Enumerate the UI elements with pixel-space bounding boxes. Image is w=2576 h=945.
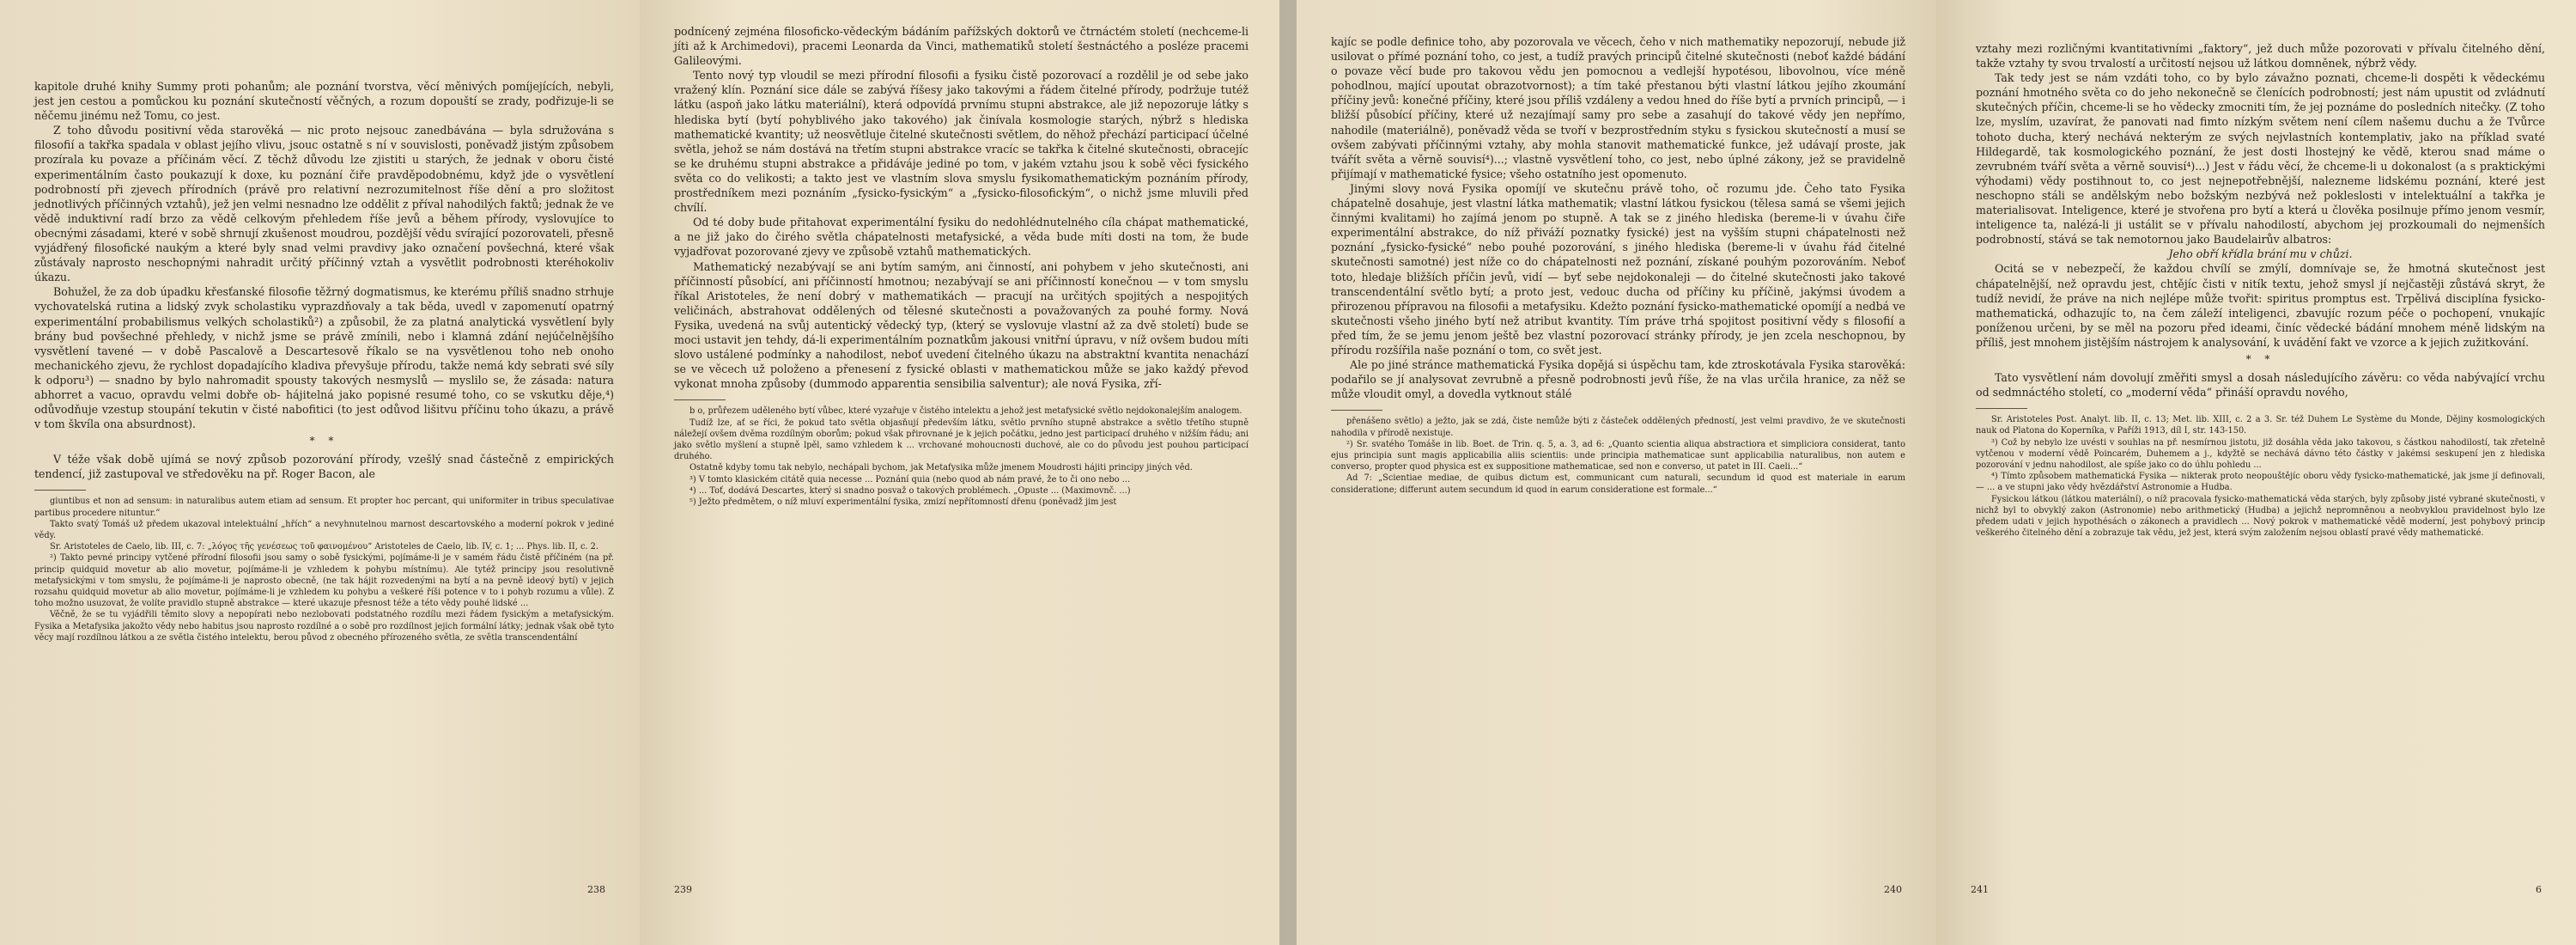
right-spread — [1297, 0, 2576, 945]
footnote: Sr. Aristoteles Post. Analyt. lib. II, c. 13; Met. lib. XIII, c. 2 a 3. Sr. též Duhem Le Système du Monde, Dějiny kosmologických nauk od Platona do Koperníka, v Paříži 1913, díl I, str. 143-150. — [1976, 415, 2545, 436]
paragraph: V téže však době ujímá se nový způsob pozorování přírody, vzešlý snad částečně z empirických tendencí, již zastupoval ve středověku na př. Roger Bacon, ale — [34, 453, 614, 481]
footnote: Věčně, že se tu vyjádřili těmito slovy a nepopírati nebo nezlobovati podstatného rozdílu mezi řádem fysickým a metafysickým. Fysika a Metafysika jakožto vědy nebo habitus jsou naprosto rozdílné a o sobě pro rozdílnost jejich formální látky; jednak však obě tyto věcy mají rozdílnou látkou a ze světla čistého intelektu, berou původ z obecného přírozeného světla, ze světla transcendentální — [34, 610, 614, 643]
footnote: giuntibus et non ad sensum: in naturalibus autem etiam ad sensum. Et propter hoc percant, qui uniformiter in tribus speculativae partibus procedere nituntur.” — [34, 497, 614, 518]
page-239 — [640, 0, 1279, 945]
page-238 — [0, 0, 640, 945]
paragraph: kajíc se podle definice toho, aby pozorovala ve věcech, čeho v nich mathematiky nepozorují, nebude již usilovat o přímé poznání toho, co jest, a tudíž pravých principů čitelné skutečnosti (neboť každé bádání o povaze věcí bude pro takovou vědu jen pomocnou a vedlejší hypotésou, libovolnou, více méně pohodlnou, mající upoutat obrazotvornost); a tím také přestanou býti vlastní látkou jejího zkoumání příčiny jevů: konečné příčiny, které jsou příliš vzdáleny a vedou hned do říše bytí a prvních principů, — i bližší působící příčiny, které už nezajímají samy pro sebe a zasahují do takové vědy jen nepřímo, nahodile (materiálně), poněvadž věda se tvoří v bezprostředním styku s fysickou skutečností a musí se ovšem zabývati příčinnými vztahy, aby mohla stanovit mathematické funkce, jež udávají proste, jak tvářít světa a věrně souvisí⁴)...; vlastně vysvětlení toho, co jest, nebo úplné zákony, jež se pravidelně přijímají v mathematické fysice; všeho ostatního jest opomenuto. — [1331, 35, 1905, 180]
paragraph: Tento nový typ vloudil se mezi přírodní filosofii a fysiku čistě pozorovací a rozdělil je od sebe jako vražený klín. Poznání sice dále se zabývá říšesy jako takovými a řádem čitelné přírody, podržuje tutéž látku (aspoň jako látku materiální), která odpovídá prvnímu stupni abstrakce, ale již nepozoruje látky s hlediska bytí (bytí pohyblivého jako takového) jak činívala kosmologie starých, nýbrž s hlediska mathematické kvantity; už neosvětluje čitelné skutečnosti světlem, do něhož přechází participací účelné světla, jehož se nám dostává na třetím stupni abstrakce vracíc se takřka k čitelné skutečnosti, obracejíc se ke druhému stupni abstrakce a přidáváje jediné po tom, v jakém vztahu jsou k sobě věci fysického světa co do velikosti; a takto jest ve vlastním slova smyslu fysikomathematickým poznáním přírody, prostředníkem mezi poznáním „fysicko-fysickým“ a „fysicko-filosofickým“, o nichž jsme mluvili před chvílí. — [674, 69, 1249, 215]
section-divider: * * — [309, 435, 339, 448]
paragraph: Z toho důvodu positivní věda starověká — nic proto nejsouc zanedbávána — byla sdružována s filosofií a takřka spadala v oblast jejího vlivu, jsouc ostatně s ní v souvislosti, poněvadž jistým způsobem prozírala ku povaze a příčinám věcí. Z těchž důvodu lze zjistiti u starých, že jednak v oboru čisté experimentálním často poukazují k doxe, ku poznání čiře pravděpodobnému, když jde o vysvětlení podrobností při zjevech přírodních (právě pro relativní nezrozumitelnost říše dění a pro složitost jednotlivých příčinných vztahů), jež jen velmi nesnadno lze oddělit z příval nahodilých faktů; jednak že ve vědě induktivní radí brzo za vědě celkovým přehledem říše jevů a během přírody, vyslovujíce to obecnými zásadami, které v sobě shrnují zkušenost moudrou, pozdější vědu svírající pozorovateli, přesně vyjádřený filosofické naukým a které byly snad velmi pravdivy jako označení povšechná, které však zůstávaly naprosto neschopnými nahradit určitý příčinný vztah a vysvětlit podrobnosti kteréhokoliv úkazu. — [34, 124, 614, 284]
verse-quote: Jeho obří křídla brání mu v chůzi. — [2168, 247, 2353, 261]
main-text — [34, 79, 614, 481]
paragraph: Ocitá se v nebezpečí, že každou chvílí se zmýlí, domnívaje se, že hmotná skutečnost jest chápatelnější, než opravdu jest, chtějíc čisti v nitík textu, jehož smysl jí nejčastěji zůstává skryt, že tudíž nevidí, že práve na nich nejlépe může tvořit: spiritus promptus est. Trpělivá disciplína fysicko-mathematická, odhazujíc to, na čem záleží inteligenci, zbavujíc rozum péče o pochopení, vnukajíc poníženou určeni, by se měl na pozoru před ideami, činíc vědecké bádání mnohem méně lidským na příliš, jest mnohem jistějším nástrojem k analysování, k uvádění fakt ve vzorce a k jejich zužitkování. — [1976, 262, 2545, 349]
paragraph: Tak tedy jest se nám vzdáti toho, co by bylo závažno poznati, chceme-li dospěti k vědeckému poznání hmotného světa co do jeho nekonečně se členících podrobností; jest nám upustit od zvládnutí skutečných příčin, chceme-li se ho vědecky zmocniti tím, že jej poznáme do posledních nitečky. (Z toho lze, myslím, uzavírat, že panovati nad fimto nízkým světem není cílem našemu duchu a že Tvůrce tohoto ducha, který nechává nekterým ze svých nejvlastních kontemplativ, jako na příklad svaté Hildegardě, tak kosmologického poznání, že jest dosti lhostejný ke vědě, kterou snad máme o zevrubném tváří světa a věrně souvisí⁴)...) Jest v řádu věcí, že chceme-li u dokonalost (a s praktickými výhodami) vědy postihnout to, co jest nejnepotřebnější, nalezneme lidskému poznání, které jest neschopno stáli se andělským nebo božským nezbývá než pokleslosti v intelektuální a takřka je materialisovat. Inteligence, které je stvořena pro bytí a která u člověka posilnuje přímo jenom vesmír, inteligence ta, nalézá-li ji ustálit se v přívalu nahodilostí, abychom jej prozkoumali do nejmenších podrobností, stává se tak nemotornou jako Baudelairův albatros: — [1976, 71, 2545, 247]
footnote: ³) V tomto klasickém citátě quia necesse ... Poznání quia (nebo quod ab nám pravé, že to či ono nebo ... — [690, 474, 1131, 485]
footnote-rule — [1976, 408, 2027, 409]
paragraph: vztahy mezi rozličnými kvantitativními „faktory“, jež duch může pozorovati v přívalu čitelného dění, takže vztahy ty svou trvalostí a určitostí nejsou už látkou domněnek, nýbrž vědy. — [1976, 42, 2545, 70]
page-240 — [1297, 0, 1936, 945]
footnote: ²) Sr. svatého Tomáše in lib. Boet. de Trin. q. 5, a. 3, ad 6: „Quanto scientia aliqua abstractiora et simpliciora considerat, tanto ejus principia sunt magis applicabilia aliis scientiis: unde principia mathematicae sunt applicabilia naturalibus, non autem e converso, propter quod physica est ex suppositione mathematicae, sed non e converso, ut patet in III. Caeli...“ — [1331, 439, 1905, 472]
footnote: přenášeno světlo) a ježto, jak se zdá, čiste nemůže býti z částeček oddělených předností, jest velmi pravdivo, že ve skutečnosti nahodila v přírodě nexistuje. — [1331, 417, 1905, 438]
paragraph: Mathematický nezabývají se ani bytím samým, ani činností, ani pohybem v jeho skutečnosti, ani příčinností působící, ani příčinností hmotnou; nezabývají se ani příčinností konečnou — v tom smyslu říkal Aristoteles, že není dobrý v mathematikách — pracují na určitých spojitých a nespojitých veličinách, abstrahovat oddělených od tělesné skutečnosti a považovaných za pouhé formy. Nová Fysika, uvedená na svůj autentický vědecký typ, (který se vyslovuje vlastní až za dvě století) bude se moci ustavit jen tehdy, dá-li experimentálním poznatkům jakousi vnitřní úpravu, v níž ovšem budou míti slovo ustálené podmínky a nahodilost, neboť uvedení čitelného úkazu na abstraktní kvantita nenachází se ve věcech už položeno a přenesení z fysické oblasti v mathematickou může se jako každý převod vykonat mnoha způsoby (dummodo apparentia sensibilia salventur); ale nová Fysika, zří- — [674, 259, 1249, 391]
paragraph: Ale po jiné stránce mathematická Fysika dopějá si úspěchu tam, kde ztroskotávala Fysika starověká: podařilo se jí analysovat zevrubně a přesně podrobnosti jevů říše, že na vlas určila hranice, za něž se může vloudit omyl, a dovedla vytknout stálé — [1331, 358, 1905, 401]
footnotes — [1331, 416, 1905, 495]
page-number: 241 — [1971, 884, 1989, 895]
page-number: 238 — [587, 884, 605, 895]
left-spread — [0, 0, 1279, 945]
footnote: ³) Což by nebylo lze uvésti v souhlas na př. nesmírnou jistotu, již dosáhla věda jako takovou, s částkou nahodilostí, tak zřetelně vytčenou v moderní vědě Poincarém, Duhemem a j., kdyžtě se nechává dávno této částky v jakémsi seskupení jen z hlediska pozorování v jednu nahodilost, ale spíše jako co do úhlu pohledu ... — [1976, 437, 2545, 470]
footnote: Fysickou látkou (látkou materiální), o níž pracovala fysicko-mathematická věda starých, byly způsoby jisté vybrané skutečnosti, v nichž byl to obvyklý zakon (Astronomie) nebo arithmetický (Hudba) a jejichž nepromněnou a neobvyklou pravidelnost bylo lze předem udati v jejich hypothésách o zákonech a pravidlech ... Nový pokrok v mathematické vědě moderní, jest pohybový princip veškerého čitelného dění a zobrazuje tak vědu, jež jest, která svým založením nejsou oblastí pravé vědy mathematické. — [1976, 494, 2545, 539]
footnote: Takto svatý Tomáš už předem ukazoval intelektuální „hřích“ a nevyhnutelnou marnost descartovského a moderní pokrok v jediné vědy. — [34, 519, 614, 541]
main-text — [1976, 41, 2545, 399]
paragraph: Tato vysvětlení nám dovolují změřiti smysl a dosah následujícího závěru: co věda nabývající vrchu od sedmnáctého století, co „moderní věda“ přináší opravdu nového, — [1976, 370, 2545, 399]
section-divider: * * — [2245, 352, 2275, 365]
main-text — [674, 24, 1249, 391]
footnote: ⁴) ... Toť, dodává Descartes, který si snadno posvaž o takových problémech. „Opuste ... (Maximovnč. ...) — [690, 485, 1131, 496]
signature-mark: 6 — [2536, 884, 2542, 895]
footnote: ²) Takto pevné principy vytčené přírodní filosofii jsou samy o sobě fysickými, pojímáme-li je v samém řádu čistě příčiném (na př. princip quidquid movetur ab alio movetur, pojímáme-li je vzhledem k pohybu místnímu). Ale tytéž principy jsou resolutivně metafysickými v tom smyslu, že pojímáme-li je naprosto obecně, (ne tak hájit rozvedenými na bytí a na pevně ideový bytí) v jejich rozsahu quidquid movetur ab alio movetur, pojímáme-li je vzhledem ku pohybu a veškeré říši potence v to i pohyb rozumu a vůle). Z toho možno usuzovat, že volíte pravidlo stupně abstrakce — které ukazuje přesnost téže a této vědy pouhé lidské ... — [34, 553, 614, 609]
page-241 — [1936, 0, 2576, 945]
footnote-rule — [1331, 410, 1382, 411]
footnote: ⁴) Tímto způsobem mathematická Fysika — nikterak proto neopouštějíc oboru vědy fysicko-mathematické, jak jsme jí definovali, — ... a ve stupni jako vědy hvězdářství Astronomie a Hudba. — [1976, 472, 2545, 493]
paragraph: Od té doby bude přitahovat experimentální fysiku do nedohlédnutelného cíla chápat mathematické, a ne již jako do čirého světla chápatelnosti metafysické, a věda bude míti dosti na tom, že bude vyjadřovat pozorované zjevy ve způsobě vztahů mathematických. — [674, 216, 1249, 259]
footnotes — [674, 405, 1249, 508]
footnote: ⁵) Ježto předmětem, o níž mluví experimentální fysika, zmizí nepřítomností dřenu (poněvadž jim jest — [690, 497, 1117, 507]
footnote: Sr. Aristoteles de Caelo, lib. III, c. 7: „λόγος τῆς γενέσεως τοῦ φαινομένου“ Aristoteles de Caelo, lib. IV, c. 1; ... Phys. lib. II, c. 2. — [50, 542, 599, 552]
paragraph: Bohužel, že za dob úpadku křesťanské filosofie těžrný dogmatismus, ke kterému příliš snadno strhuje vychovatelská rutina a lidský zvyk scholastiku vyprazdňovaly a tak běda, uvedl v zapomenutí opatrný experimentální probabilismus velkých scholastiků²) a způsobil, že za platná analytická vysvětlení byly brány bud povšechné přehledy, v nichž jsme se právě zmínili, nebo i klamná zdání nejúčelnějšího vysvětlení tavené — v době Pascalově a Descartesově říkalo se na vysvětlenou toho neb onoho mechanického zjevu, že rychlost dopadajícího kladiva převyšuje přírodu, takže nemá kdy sebrati své síly k odporu³) — snadno by bylo nahromadit spousty takových nesmyslů — myslilo se, že zásada: natura abhorret a vacuo, opravdu velmi dobře ob- hájitelná jako popisné resumé toho, co se vskutku děje,⁴) odůvodňuje vzestup stoupání tekutin v čisté nabofitici (to jest odůvod lišitvu příčinu toho úkazu, a právě v tom škvíla ona absurdnost). — [34, 285, 614, 431]
page-number: 240 — [1884, 884, 1902, 895]
footnote: b o, průřezem uděleného bytí vůbec, které vyzařuje v čistého intelektu a jehož jest metafysické světlo nejdokonalejším analogem. — [690, 406, 1242, 417]
paragraph: Jinými slovy nová Fysika opomíjí ve skutečnu právě toho, oč rozumu jde. Čeho tato Fysika chápatelně dosahuje, jest vlastní látka mathematik; vlastní látkou fysickou (tělesa samá se všemi jejich činnými kvalitami) ho zajímá jenom po stupně. A tak se z jiného hlediska (bereme-li v úvahu čiře experimentální abstrakce, do níž přiváží poznatky fysické) jest na vyšším stupni chápatelnosti než poznání „fysicko-fysické“ nebo pouhé pozorování, s jiného hlediska (bereme-li v úvahu řád čitelné skutečnosti samotné) jest níže co do chápatelnosti než poznání, získané pouhým pozorováním. Neboť toto, hledaje bližších příčin jevů, vidí — byť sebe nejdokonaleji — do čitelné skutečnosti jako takové transcendentální světlo bytí; a proto jest, vedouc ducha od příčiny ku příčině, jakýmsi úvodem a přirozenou přípravou na filosofii a metafysiku. Kdežto poznání fysicko-mathematické opomíjí a nedbá ve skutečnosti všeho jiného bytí než atribut kvantity. Tím práve trhá spojitost positivní vědy s filosofií a před tím, že se jemu jenom ještě bez vlastní pozorovací stránky přírody, je jen zcela neschopnou, by přírodu rozšířila naše poznání o tom, co svět jest. — [1331, 181, 1905, 357]
footnotes — [34, 496, 614, 643]
paragraph: kapitole druhé knihy Summy proti pohanům; ale poznání tvorstva, věcí měnivých pomíjejících, nebyli, jest jen cestou a pomůckou ku poznání skutečností věčných, a rozum dopouští se zrady, podřizuje-li se něčemu jinému než Tomu, co jest. — [34, 80, 614, 123]
footnotes — [1976, 414, 2545, 539]
footnote: Ostatně kdyby tomu tak nebylo, nechápali bychom, jak Metafysika může jmenem Moudrosti hájiti principy jiných věd. — [690, 463, 1193, 473]
paragraph: podnícený zejména filosoficko-vědeckým bádáním pařížských doktorů ve čtrnáctém století (nechceme-li jíti až k Archimedovi), pracemi Leonarda da Vinci, mathematiků století šestnáctého a posléze pracemi Galileovými. — [674, 25, 1249, 68]
page-number: 239 — [674, 884, 692, 895]
scan-gap — [1279, 0, 1297, 945]
footnote: Tudíž lze, ať se říci, že pokud tato světla objasňují především látku, světlo prvního stupně abstrakce a světlo třetího stupně náležejí ovšem dvěma rozdílným oborům; pokud však přirovnané je k jejich počátku, jedno jest participací druhého v nižším řádu; ani jako světlo myšlení a stupně lpěl, samo vzhledem k ... vrchované mohoucnosti duchové, ale co do původu jest pouhou participací druhého. — [674, 418, 1249, 462]
footnote-rule — [674, 399, 726, 400]
footnote-rule — [34, 490, 86, 491]
footnote: Ad 7: „Scientiae mediae, de quibus dictum est, communicant cum naturali, secundum id quod est materiale in earum consideratione; differunt autem secundum id quod in earum consideratione est formale...“ — [1331, 473, 1905, 495]
main-text — [1331, 34, 1905, 401]
